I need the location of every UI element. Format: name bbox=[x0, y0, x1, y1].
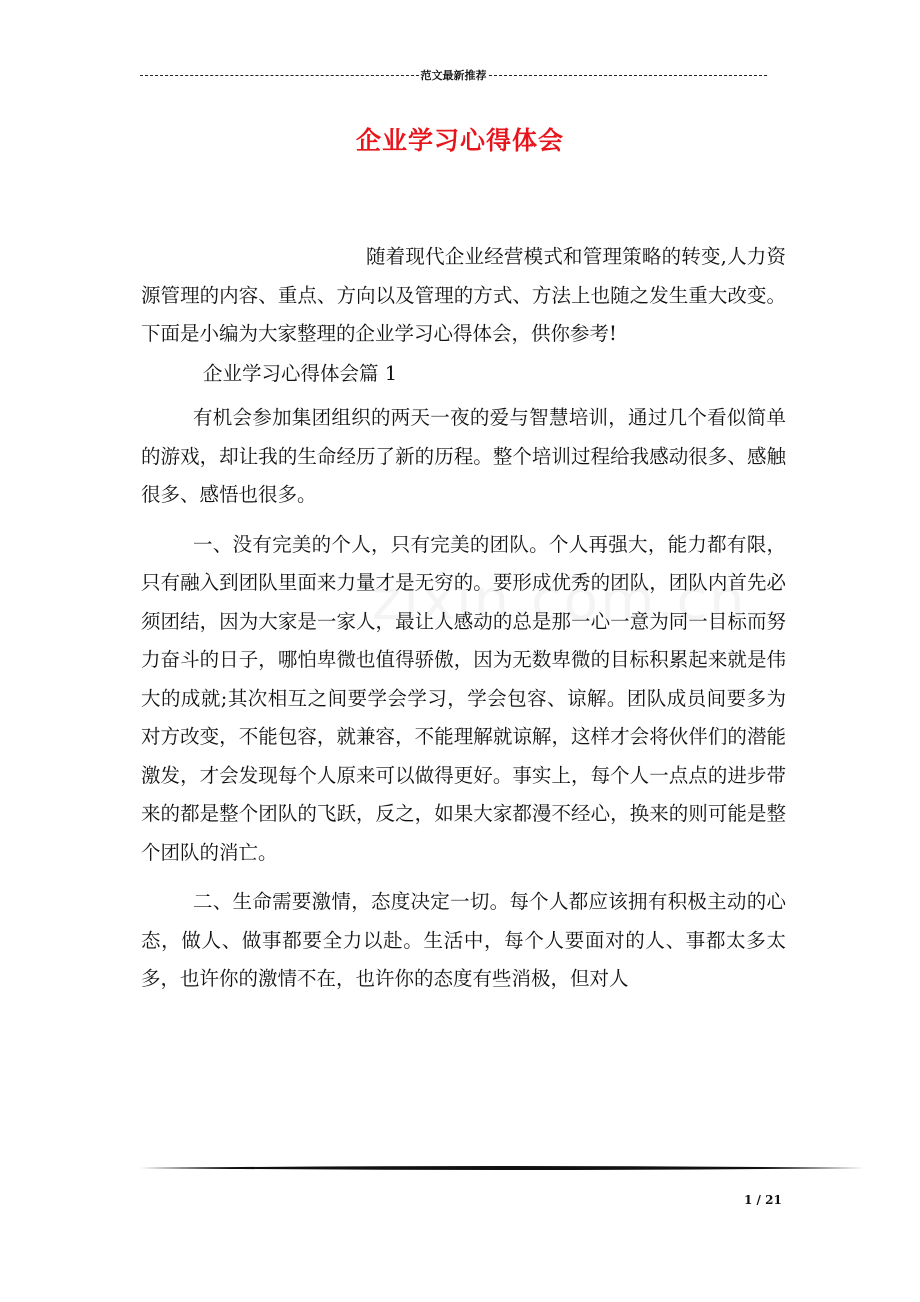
footer-rule bbox=[140, 1163, 864, 1173]
header-dash-left bbox=[140, 75, 419, 76]
body-paragraph: 二、生命需要激情，态度决定一切。每个人都应该拥有积极主动的心态，做人、做事都要全力以赴。生活中，每个人要面对的人、事都太多太多，也许你的激情不在，也许你的态度有些消极，但对人 bbox=[141, 890, 786, 990]
document-title: 企业学习心得体会 bbox=[355, 126, 564, 155]
page-header bbox=[140, 66, 767, 84]
header-dash-right bbox=[489, 75, 768, 76]
body-paragraph: 一、没有完美的个人，只有完美的团队。个人再强大，能力都有限，只有融入到团队里面来力量才是无穷的。要形成优秀的团队，团队内首先必须团结，因为大家是一家人，最让人感动的总是那一心一意为同一目标而努力奋斗的日子，哪怕卑微也值得骄傲，因为无数卑微的目标积累起来就是伟大的成就;其次相互之间要学会学习，学会包容、谅解。团队成员间要多为对方改变，不能包容，就兼容，不能理解就谅解，这样才会将伙伴们的潜能激发，才会发现每个人原来可以做得更好。事实上，每个人一点点的进步带来的都是整个团队的飞跃，反之，如果大家都漫不经心，换来的则可能是整个团队的消亡。 bbox=[141, 532, 786, 864]
header-label: 范文最新推荐 bbox=[420, 69, 487, 82]
section-heading: 企业学习心得体会篇 1 bbox=[203, 361, 398, 385]
page-number: 1 / 21 bbox=[744, 1193, 782, 1207]
document-body bbox=[141, 238, 786, 1010]
body-paragraph: 有机会参加集团组织的两天一夜的爱与智慧培训，通过几个看似简单的游戏，却让我的生命经历了新的历程。整个培训过程给我感动很多、感触很多、感悟也很多。 bbox=[141, 406, 786, 506]
intro-paragraph: 随着现代企业经营模式和管理策略的转变,人力资源管理的内容、重点、方向以及管理的方式、方法上也随之发生重大改变。下面是小编为大家整理的企业学习心得体会，供你参考! bbox=[141, 245, 786, 345]
